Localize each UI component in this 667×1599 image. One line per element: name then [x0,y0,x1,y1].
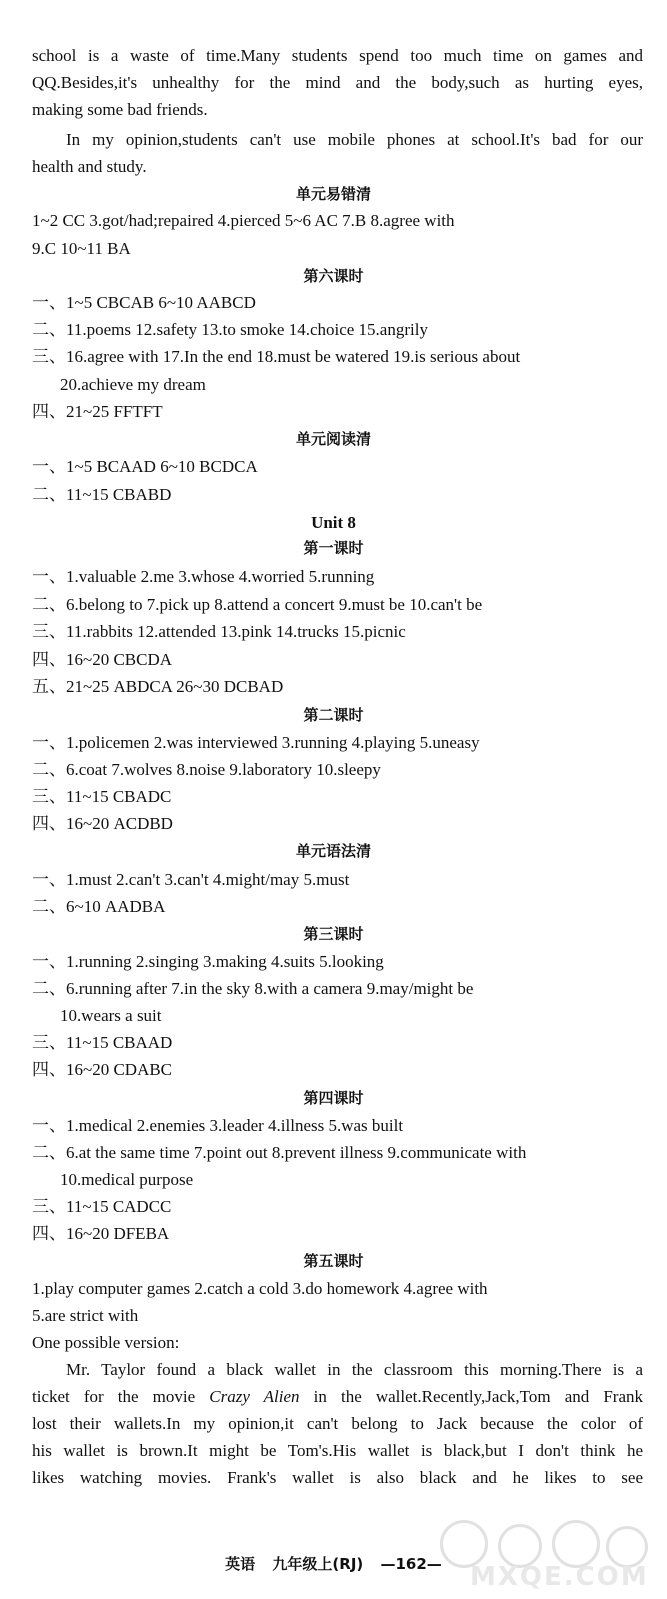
watermark-circle [552,1520,600,1568]
answer-line: 三、16.agree with 17.In the end 18.must be watered 19.is serious about [32,347,521,366]
essay-line: his wallet is brown.It might be Tom's.His wallet is black,but I don't think he [32,1441,643,1460]
answer-line: One possible version: [32,1333,180,1352]
answer-line: 一、1~5 CBCAB 6~10 AABCD [32,293,256,312]
movie-title: Crazy Alien [209,1387,300,1406]
essay-line: lost their wallets.In my opinion,it can't belong to Jack because the color of [32,1414,643,1433]
watermark-logo [420,1520,655,1595]
paragraph-line: QQ.Besides,it's unhealthy for the mind and the body,such as hurting eyes, [32,73,643,92]
essay-text: in the wallet.Recently,Jack,Tom and Frank [299,1387,643,1406]
answer-line: 一、1~5 BCAAD 6~10 BCDCA [32,457,258,476]
answer-line: 五、21~25 ABDCA 26~30 DCBAD [32,677,284,696]
answer-line: 四、16~20 DFEBA [32,1224,170,1243]
answer-line: 10.medical purpose [60,1170,194,1189]
answer-line: 二、6.belong to 7.pick up 8.attend a concert 9.must be 10.can't be [32,595,483,614]
answer-line: 二、11~15 CBABD [32,485,172,504]
answer-line: 一、1.running 2.singing 3.making 4.suits 5.looking [32,952,384,971]
section-heading: 单元阅读清 [295,430,371,448]
paragraph-line: making some bad friends. [32,100,208,119]
answer-line: 9.C 10~11 BA [32,239,131,258]
answer-line: 10.wears a suit [60,1006,162,1025]
answer-line: 三、11~15 CADCC [32,1197,172,1216]
answer-line: 四、16~20 CDABC [32,1060,173,1079]
answer-line: 1~2 CC 3.got/had;repaired 4.pierced 5~6 AC 7.B 8.agree with [32,211,455,230]
section-heading: 第五课时 [303,1252,364,1270]
watermark-text: MXQE.COM [470,1562,649,1592]
answer-line: 一、1.must 2.can't 3.can't 4.might/may 5.must [32,870,350,889]
page-number: —162— [380,1555,442,1573]
answer-line: 二、6~10 AADBA [32,897,166,916]
answer-line: 二、6.running after 7.in the sky 8.with a camera 9.may/might be [32,979,474,998]
footer-grade: 九年级上(RJ) [272,1555,364,1573]
section-heading: 第四课时 [303,1089,364,1107]
answer-line: 5.are strict with [32,1306,139,1325]
answer-line: 四、21~25 FFTFT [32,402,163,421]
answer-line: 20.achieve my dream [60,375,206,394]
answer-line: 一、1.valuable 2.me 3.whose 4.worried 5.running [32,567,375,586]
answer-line: 四、16~20 ACDBD [32,814,173,833]
watermark-circle [440,1520,488,1568]
essay-line: Mr. Taylor found a black wallet in the classroom this morning.There is a [66,1360,643,1379]
paragraph-line: In my opinion,students can't use mobile phones at school.It's bad for our [66,130,643,149]
answer-line: 三、11~15 CBADC [32,787,172,806]
answer-line: 一、1.policemen 2.was interviewed 3.running 4.playing 5.uneasy [32,733,480,752]
paragraph-line: school is a waste of time.Many students spend too much time on games and [32,46,643,65]
section-heading: 第三课时 [303,925,364,943]
answer-line: 一、1.medical 2.enemies 3.leader 4.illness 5.was built [32,1116,404,1135]
footer-subject: 英语 [225,1555,256,1573]
essay-line [32,1383,643,1410]
essay-line: likes watching movies. Frank's wallet is also black and he likes to see [32,1468,643,1487]
answer-line: 二、6.coat 7.wolves 8.noise 9.laboratory 10.sleepy [32,760,381,779]
section-heading: 第一课时 [303,539,364,557]
essay-text: ticket for the movie [32,1387,210,1406]
unit-title: Unit 8 [311,513,356,532]
section-heading: 单元语法清 [295,842,371,860]
answer-line: 二、11.poems 12.safety 13.to smoke 14.choice 15.angrily [32,320,428,339]
answer-line: 二、6.at the same time 7.point out 8.prevent illness 9.communicate with [32,1143,527,1162]
section-heading: 单元易错清 [295,185,371,203]
answer-line: 三、11~15 CBAAD [32,1033,173,1052]
section-heading: 第二课时 [303,706,364,724]
answer-line: 三、11.rabbits 12.attended 13.pink 14.trucks 15.picnic [32,622,406,641]
answer-line: 1.play computer games 2.catch a cold 3.do homework 4.agree with [32,1279,488,1298]
answer-line: 四、16~20 CBCDA [32,650,173,669]
section-heading: 第六课时 [303,267,364,285]
paragraph-line: health and study. [32,157,147,176]
